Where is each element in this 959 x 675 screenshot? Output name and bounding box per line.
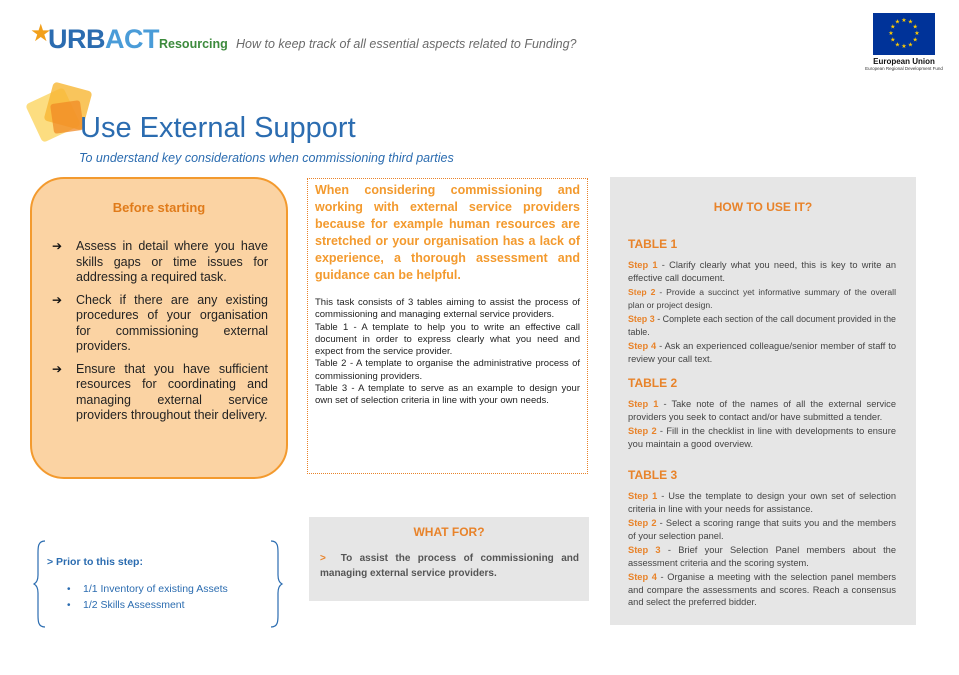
step-text: - Select a scoring range that suits you and the members of your selection panel.	[628, 518, 897, 541]
description-paragraph: Table 2 - A template to organise the administrative process of commissioning providers.	[315, 358, 580, 382]
svg-text:★: ★	[890, 37, 896, 44]
step-text: - Use the template to design your own set of selection criteria in line with your needs for assistance.	[628, 491, 896, 514]
header-subtitle: How to keep track of all essential aspects related to Funding?	[236, 37, 577, 51]
list-item	[52, 362, 268, 424]
prior-step-list	[67, 582, 228, 613]
table-3-steps	[628, 490, 896, 611]
step-item	[628, 340, 896, 365]
step-text: - Ask an experienced colleague/senior member of staff to review your call text.	[628, 341, 897, 364]
step-text: - Take note of the names of all the external service providers you seek to contact and/or have submitted a tender.	[628, 399, 897, 422]
urbact-star-icon: ★	[30, 20, 52, 47]
step-label: Step 4	[628, 572, 657, 582]
step-label: Step 1	[628, 260, 658, 270]
eu-flag-icon	[873, 13, 935, 55]
arrow-right-icon: ➔	[52, 361, 63, 376]
table-1-steps	[628, 259, 896, 367]
svg-text:★: ★	[888, 31, 894, 37]
before-starting-panel	[30, 177, 288, 479]
step-label: Step 2	[628, 287, 656, 297]
step-text: - Clarify clearly what you need, this is key to write an effective call document.	[628, 260, 896, 283]
step-label: Step 1	[628, 399, 659, 409]
step-label: Step 2	[628, 518, 657, 528]
arrow-right-icon: ➔	[52, 292, 63, 307]
description-intro: When considering commissioning and working with external service providers because for example human resources are stretched or your organisation has a lack of experience, a thorough assessment and guidance can be helpful.	[315, 183, 580, 282]
urbact-logo	[30, 20, 159, 58]
what-for-panel	[309, 517, 589, 601]
table-3-heading: TABLE 3	[628, 468, 678, 482]
step-text: - Complete each section of the call document provided in the table.	[628, 314, 896, 337]
list-item[interactable]	[67, 598, 228, 614]
page-subtitle: To understand key considerations when commissioning third parties	[79, 151, 454, 165]
svg-text:★: ★	[914, 31, 920, 37]
step-text: - Fill in the checklist in line with developments to ensure you maintain a good overview.	[628, 426, 896, 449]
prior-step-panel	[33, 539, 285, 629]
list-item-text: Ensure that you have sufficient resources for coordinating and managing external service providers throughout their delivery.	[76, 361, 268, 422]
step-label: Step 3	[628, 545, 661, 555]
logo-text-act: ACT	[105, 24, 159, 54]
eu-subtitle: European Regional Development Fund	[865, 66, 943, 71]
before-starting-title: Before starting	[112, 200, 206, 215]
what-for-text-body: To assist the process of commissioning and managing external service providers.	[320, 553, 579, 579]
table-2-steps	[628, 398, 896, 452]
svg-text:★: ★	[912, 37, 918, 44]
table-2-heading: TABLE 2	[628, 376, 678, 390]
list-item	[52, 293, 268, 355]
description-body	[315, 297, 580, 408]
list-item-text: Assess in detail where you have skills gaps or time issues for addressing a required task.	[76, 239, 268, 284]
step-text: - Provide a succinct yet informative summary of the overall plan or project design.	[628, 287, 896, 310]
svg-text:★: ★	[907, 19, 914, 26]
step-item	[628, 425, 896, 450]
prior-step-link[interactable]: 1/2 Skills Assessment	[83, 598, 185, 611]
step-label: Step 1	[628, 491, 658, 501]
svg-text:★: ★	[901, 44, 907, 50]
svg-text:★: ★	[901, 18, 907, 24]
page-title: Use External Support	[80, 112, 356, 144]
step-item	[628, 571, 896, 609]
what-for-text	[320, 552, 579, 581]
how-to-use-title: HOW TO USE IT?	[713, 200, 813, 214]
how-to-use-panel	[610, 177, 916, 625]
prior-step-label: > Prior to this step:	[47, 556, 143, 568]
list-item-text: Check if there are any existing procedures of your organisation for commissioning external providers.	[76, 292, 268, 353]
what-for-marker: >	[320, 553, 326, 564]
eu-title: European Union	[873, 57, 935, 66]
list-item	[52, 239, 268, 286]
bullet-dot-icon: •	[67, 584, 71, 595]
step-text: - Brief your Selection Panel members about the assessment criteria and the scoring system.	[628, 545, 896, 568]
svg-text:★: ★	[894, 19, 901, 26]
step-item	[628, 490, 896, 515]
step-label: Step 2	[628, 426, 657, 436]
urbact-logo-text	[48, 24, 159, 55]
step-item	[628, 398, 896, 423]
description-paragraph: Table 3 - A template to serve as an example to design your own set of selection criteria in line with your own needs.	[315, 383, 580, 407]
svg-text:★: ★	[907, 42, 914, 49]
before-starting-list	[52, 239, 268, 431]
prior-step-link[interactable]: 1/1 Inventory of existing Assets	[83, 583, 228, 595]
logo-text-urb: URB	[48, 24, 105, 54]
list-item[interactable]	[67, 582, 228, 598]
description-panel	[307, 178, 588, 474]
step-item	[628, 313, 896, 338]
step-item	[628, 259, 896, 284]
step-text: - Organise a meeting with the selection panel members and compare the assessments and scores. Reach a consensus and select the preferred bidder.	[628, 572, 897, 607]
svg-text:★: ★	[912, 24, 918, 31]
description-paragraph: Table 1 - A template to help you to write an effective call document in order to express clearly what you need and expect from the service provider.	[315, 321, 580, 358]
svg-text:★: ★	[890, 24, 896, 31]
what-for-title: WHAT FOR?	[413, 525, 485, 539]
description-paragraph: This task consists of 3 tables aiming to assist the process of commissioning and managing external service providers.	[315, 297, 580, 321]
step-item	[628, 544, 896, 569]
step-item	[628, 286, 896, 311]
section-label: Resourcing	[159, 37, 228, 51]
step-label: Step 3	[628, 314, 655, 324]
bullet-dot-icon: •	[67, 599, 71, 611]
step-label: Step 4	[628, 341, 657, 351]
table-1-heading: TABLE 1	[628, 237, 678, 251]
step-item	[628, 517, 896, 542]
arrow-right-icon: ➔	[52, 239, 63, 253]
svg-text:★: ★	[894, 42, 901, 49]
